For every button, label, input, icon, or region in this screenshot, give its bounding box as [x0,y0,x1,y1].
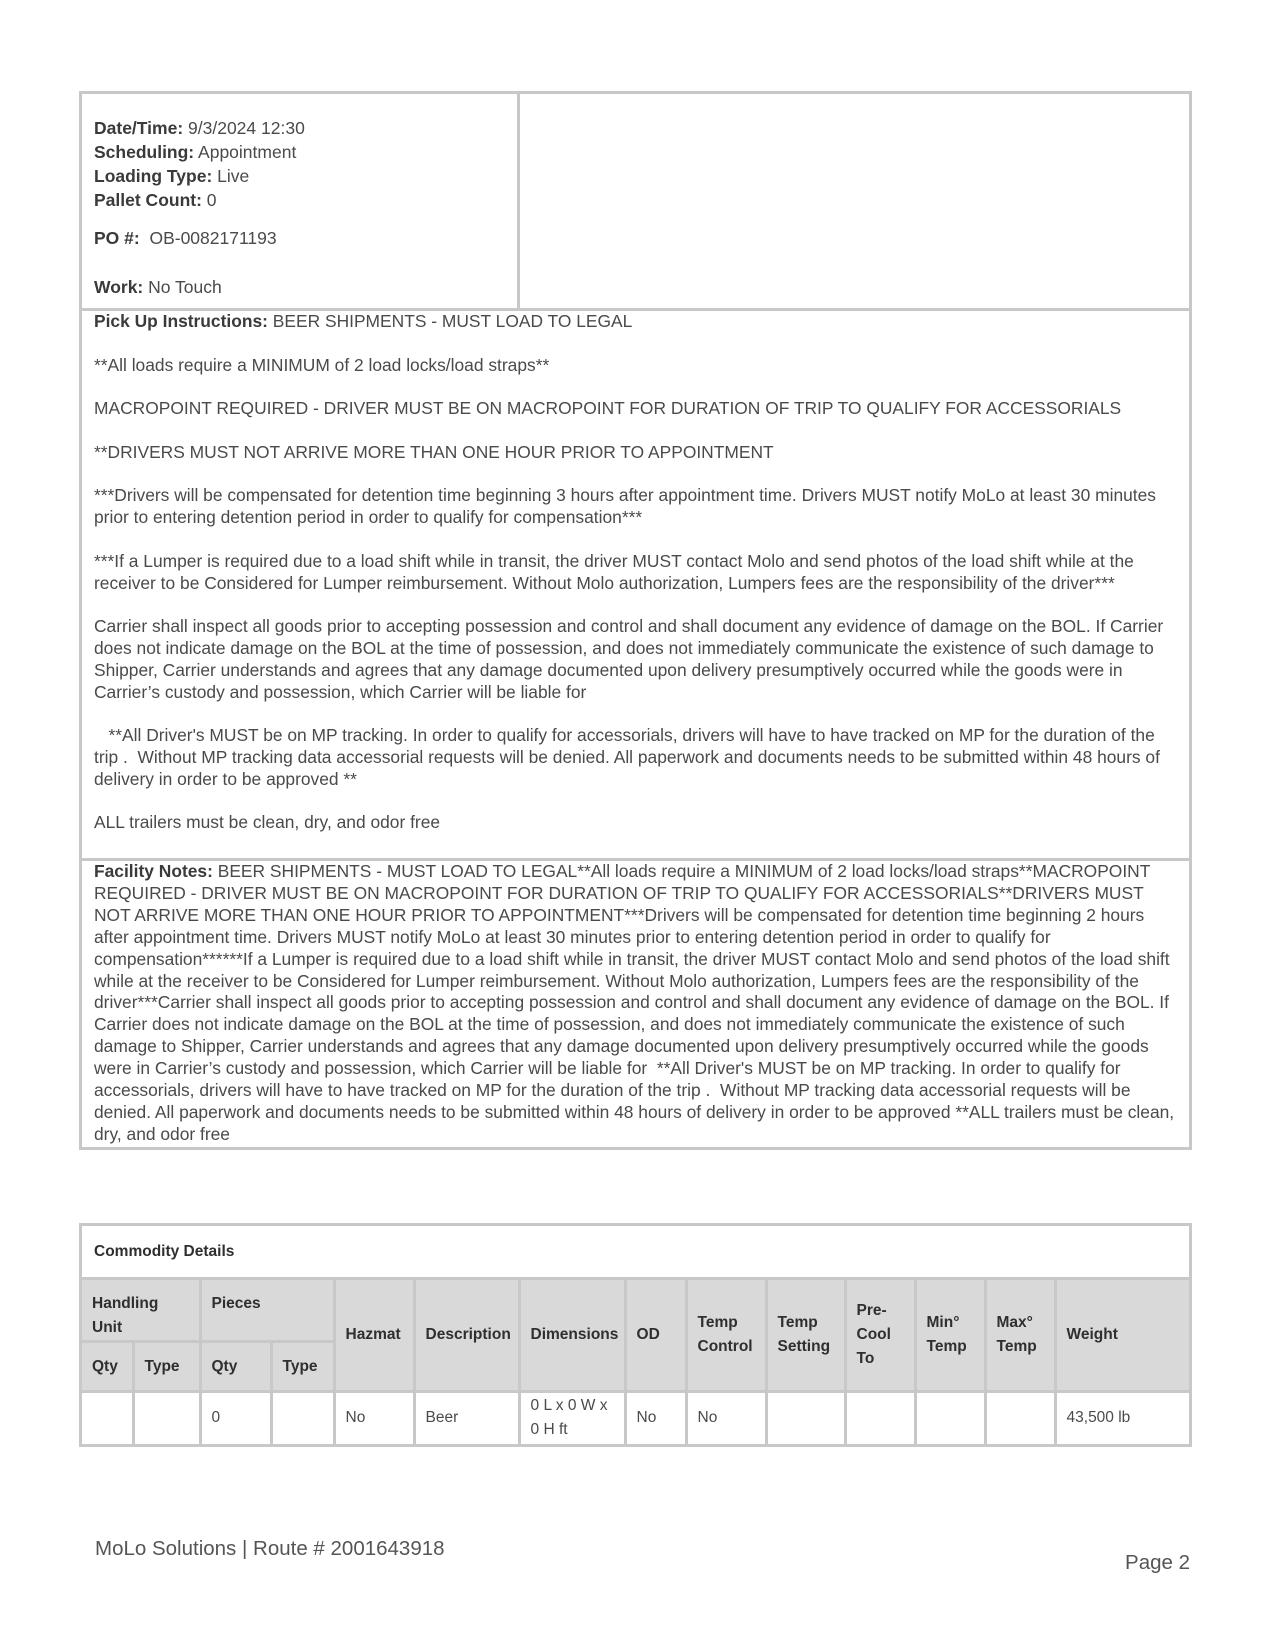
header-od: OD [625,1280,686,1392]
facility-text: BEER SHIPMENTS - MUST LOAD TO LEGAL**All loads require a MINIMUM of 2 load locks/load straps**MACROPOINT REQUIRED - DRIVER MUST BE ON MACROPOINT FOR DURATION OF TRIP TO QUALIFY FOR ACCESSORIALS**DRIVERS MUST NOT ARRIVE MORE THAN ONE HOUR PRIOR TO APPOINTMENT***Drivers will be compensated for detention time beginning 2 hours after appointment time. Drivers MUST notify MoLo at least 30 minutes prior to entering detention period in order to qualify for compensation******If a Lumper is required due to a load shift while in transit, the driver MUST contact Molo and send photos of the load shift while at the receiver to be Considered for Lumper reimbursement. Without Molo authorization, Lumpers fees are the responsibility of the driver***Carrier shall inspect all goods prior to accepting possession and control and shall document any evidence of damage on the BOL. If Carrier does not indicate damage on the BOL at the time of possession, and does not immediately communicate the existence of such damage to Shipper, Carrier understands and agrees that any damage documented upon delivery presumptively occurred while the goods were in Carrier’s custody and possession, which Carrier will be liable for **All Driver's MUST be on MP tracking. In order to qualify for accessorials, drivers will have to have tracked on MP for the duration of the trip . Without MP tracking data accessorial requests will be denied. All paperwork and documents needs to be submitted within 48 hours of delivery in order to be approved **ALL trailers must be clean, dry, and odor free [94,861,1179,1144]
work-line [94,275,517,299]
header-hu-type: Type [133,1342,200,1392]
po-value: OB-0082171193 [149,228,277,248]
cell-hu-qty [82,1392,133,1444]
loading-type-line [94,164,517,188]
cell-pieces-type [271,1392,334,1444]
pickup-paragraph: **All loads require a MINIMUM of 2 load locks/load straps** [94,354,550,375]
commodity-table [82,1280,1189,1444]
header-temp-control: Temp Control [686,1280,766,1392]
header-temp-setting: Temp Setting [766,1280,845,1392]
scheduling-label: Scheduling: [94,142,195,162]
pickup-paragraph: MACROPOINT REQUIRED - DRIVER MUST BE ON MACROPOINT FOR DURATION OF TRIP TO QUALIFY FOR ACCESSORIALS [94,398,1122,419]
header-hazmat: Hazmat [334,1280,414,1392]
header-pieces: Pieces [200,1280,334,1342]
pickup-paragraph: **All Driver's MUST be on MP tracking. In order to qualify for accessorials, drivers will have to have tracked on MP for the duration of the trip . Without MP tracking data accessorial requests will be denied. All paperwork and documents needs to be submitted within 48 hours of delivery in order to be approved ** [94,725,1165,789]
header-description: Description [414,1280,519,1392]
commodity-details-box [79,1223,1192,1447]
cell-description: Beer [414,1392,519,1444]
pallet-count-line [94,188,517,212]
cell-hazmat: No [334,1392,414,1444]
pickup-first-text: BEER SHIPMENTS - MUST LOAD TO LEGAL [272,311,633,331]
header-pieces-type: Type [271,1342,334,1392]
po-line [94,226,517,250]
table-row [82,1392,1189,1444]
cell-dimensions: 0 L x 0 W x 0 H ft [519,1392,625,1444]
pallet-count-label: Pallet Count: [94,190,202,210]
datetime-label: Date/Time: [94,118,184,138]
commodity-title: Commodity Details [82,1226,1189,1280]
loading-type-value: Live [217,166,250,186]
pickup-paragraph: ***Drivers will be compensated for detention time beginning 3 hours after appointment time. Drivers MUST notify MoLo at least 30 minutes prior to entering detention period in order to qualify for compensation*** [94,485,1161,528]
loading-type-label: Loading Type: [94,166,213,186]
pickup-paragraph: ALL trailers must be clean, dry, and odor free [94,812,441,833]
header-min-temp: Min° Temp [915,1280,985,1392]
facility-label: Facility Notes: [94,861,213,881]
scheduling-value: Appointment [198,142,297,162]
empty-right-cell [520,94,1189,308]
cell-min-temp [915,1392,985,1444]
stop-details [82,94,520,308]
shipment-info-box [79,91,1192,1150]
header-pieces-qty: Qty [200,1342,271,1392]
cell-hu-type [133,1392,200,1444]
header-hu-qty: Qty [82,1342,133,1392]
pickup-paragraph: Carrier shall inspect all goods prior to accepting possession and control and shall document any evidence of damage on the BOL. If Carrier does not indicate damage on the BOL at the time of possession, and does not immediately communicate the existence of such damage to Shipper, Carrier understands and agrees that any damage documented upon delivery presumptively occurred while the goods were in Carrier’s custody and possession, which Carrier will be liable for [94,616,1168,702]
footer-route: MoLo Solutions | Route # 2001643918 [95,1537,445,1560]
cell-precool [845,1392,915,1444]
cell-od: No [625,1392,686,1444]
cell-temp-control: No [686,1392,766,1444]
datetime-value: 9/3/2024 12:30 [188,118,305,138]
header-weight: Weight [1055,1280,1189,1392]
pickup-instructions [82,311,1189,861]
work-label: Work: [94,277,144,297]
cell-temp-setting [766,1392,845,1444]
pickup-label: Pick Up Instructions: [94,311,268,331]
pickup-first-line [94,311,1183,333]
header-precool: Pre-Cool To [845,1280,915,1392]
cell-max-temp [985,1392,1055,1444]
cell-weight: 43,500 lb [1055,1392,1189,1444]
pickup-paragraph: **DRIVERS MUST NOT ARRIVE MORE THAN ONE HOUR PRIOR TO APPOINTMENT [94,441,774,462]
cell-pieces-qty: 0 [200,1392,271,1444]
datetime-line [94,116,517,140]
facility-notes [82,861,1189,1147]
header-dimensions: Dimensions [519,1280,625,1392]
header-max-temp: Max° Temp [985,1280,1055,1392]
pickup-paragraph: ***If a Lumper is required due to a load shift while in transit, the driver MUST contact Molo and send photos of the load shift while at the receiver to be Considered for Lumper reimbursement. Without Molo authorization, Lumpers fees are the responsibility of the driver*** [94,550,1139,593]
scheduling-line [94,140,517,164]
po-label: PO #: [94,228,140,248]
stop-details-row [82,94,1189,311]
pallet-count-value: 0 [206,190,217,210]
work-value: No Touch [148,277,222,297]
footer-page-number: Page 2 [1125,1551,1190,1574]
header-handling-unit: Handling Unit [82,1280,200,1342]
